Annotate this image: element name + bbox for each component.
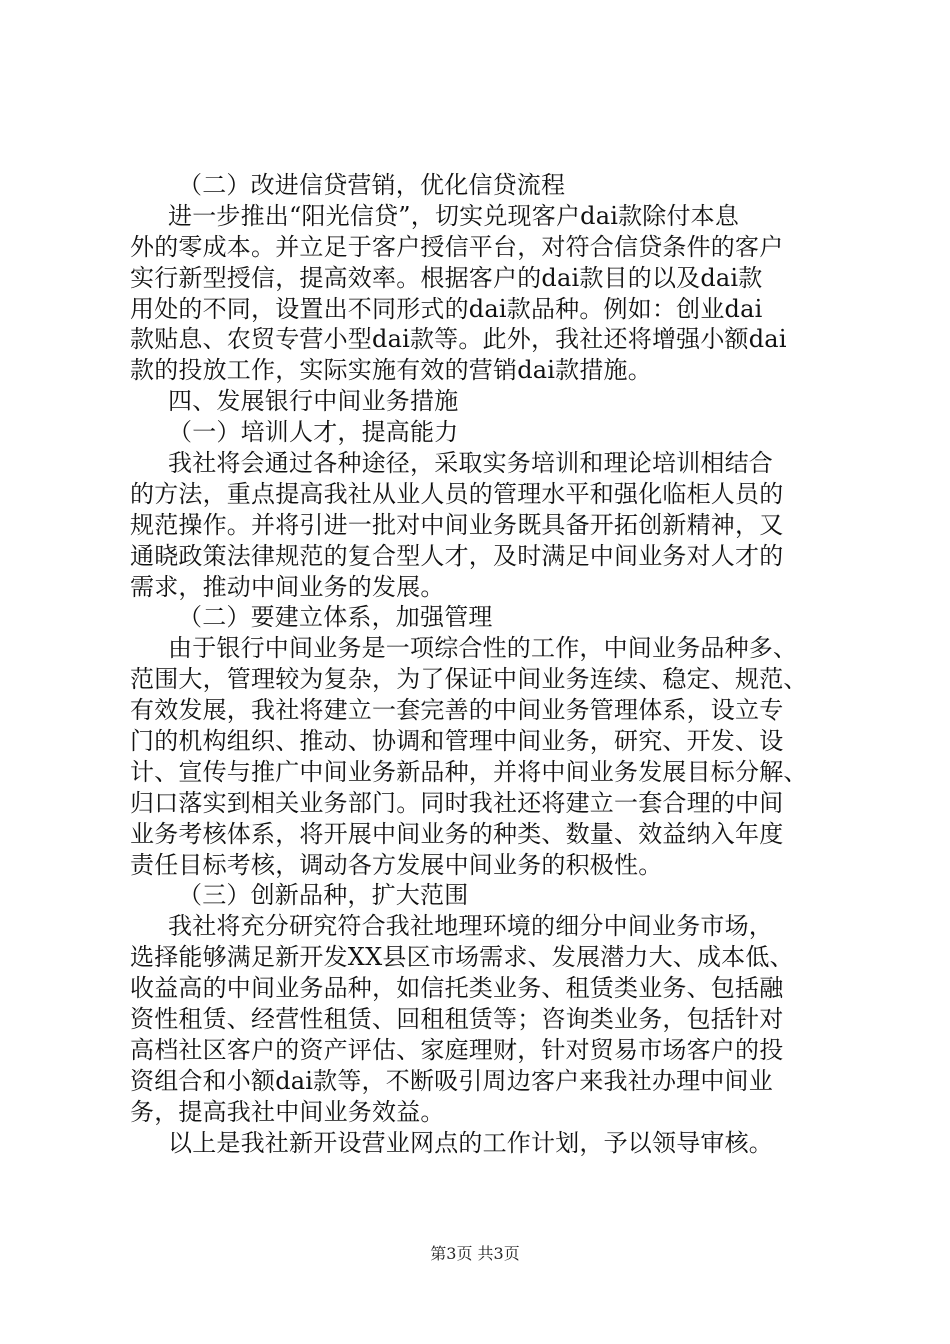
text-line: （二）要建立体系，加强管理: [178, 603, 493, 632]
text-line: 的方法，重点提高我社从业人员的管理水平和强化临柜人员的: [130, 479, 784, 508]
text-line: 有效发展，我社将建立一套完善的中间业务管理体系，设立专: [130, 696, 784, 725]
page-footer: 第3页 共3页: [430, 1244, 520, 1263]
text-line: 务，提高我社中间业务效益。: [130, 1097, 445, 1126]
text-line: 范围大，管理较为复杂，为了保证中间业务连续、稳定、规范、: [130, 665, 808, 694]
text-line: 需求，推动中间业务的发展。: [130, 572, 445, 601]
text-line: 我社将会通过各种途径，采取实务培训和理论培训相结合: [168, 449, 773, 478]
text-line: 我社将充分研究符合我社地理环境的细分中间业务市场，: [168, 912, 773, 941]
text-line: 高档社区客户的资产评估、家庭理财，针对贸易市场客户的投: [130, 1035, 784, 1064]
text-line: 责任目标考核，调动各方发展中间业务的积极性。: [130, 850, 663, 879]
text-line: 外的零成本。并立足于客户授信平台，对符合信贷条件的客户: [130, 232, 784, 261]
text-line: 由于银行中间业务是一项综合性的工作，中间业务品种多、: [168, 634, 798, 663]
text-line: 用处的不同，设置出不同形式的dai款品种。例如：创业dai: [130, 294, 763, 323]
text-line: （二）改进信贷营销，优化信贷流程: [178, 171, 566, 199]
text-line: 收益高的中间业务品种，如信托类业务、租赁类业务、包括融: [130, 974, 784, 1003]
text-line: 门的机构组织、推动、协调和管理中间业务，研究、开发、设: [130, 727, 784, 756]
text-line: 资组合和小额dai款等，不断吸引周边客户来我社办理中间业: [130, 1066, 773, 1095]
text-line: 款的投放工作，实际实施有效的营销dai款措施。: [130, 356, 652, 385]
text-line: 选择能够满足新开发XX县区市场需求、发展潜力大、成本低、: [130, 943, 794, 972]
text-line: 以上是我社新开设营业网点的工作计划，予以领导审核。: [168, 1128, 773, 1157]
text-line: 规范操作。并将引进一批对中间业务既具备开拓创新精神，又: [130, 510, 784, 539]
text-line: 进一步推出“阳光信贷”，切实兑现客户dai款除付本息: [168, 201, 740, 230]
text-line: 资性租赁、经营性租赁、回租租赁等；咨询类业务，包括针对: [130, 1005, 784, 1034]
document-body: [130, 170, 850, 1159]
text-line: 实行新型授信，提高效率。根据客户的dai款目的以及dai款: [130, 263, 763, 292]
text-line: 通晓政策法律规范的复合型人才，及时满足中间业务对人才的: [130, 541, 784, 570]
text-line: 归口落实到相关业务部门。同时我社还将建立一套合理的中间: [130, 788, 784, 817]
text-line: 业务考核体系，将开展中间业务的种类、数量、效益纳入年度: [130, 819, 784, 848]
text-line: 款贴息、农贸专营小型dai款等。此外，我社还将增强小额dai: [130, 325, 787, 354]
text-line: 计、宣传与推广中间业务新品种，并将中间业务发展目标分解、: [130, 757, 808, 786]
text-line: 四、发展银行中间业务措施: [168, 387, 459, 416]
text-line: （一）培训人才，提高能力: [168, 418, 459, 447]
text-line: （三）创新品种，扩大范围: [178, 881, 469, 910]
